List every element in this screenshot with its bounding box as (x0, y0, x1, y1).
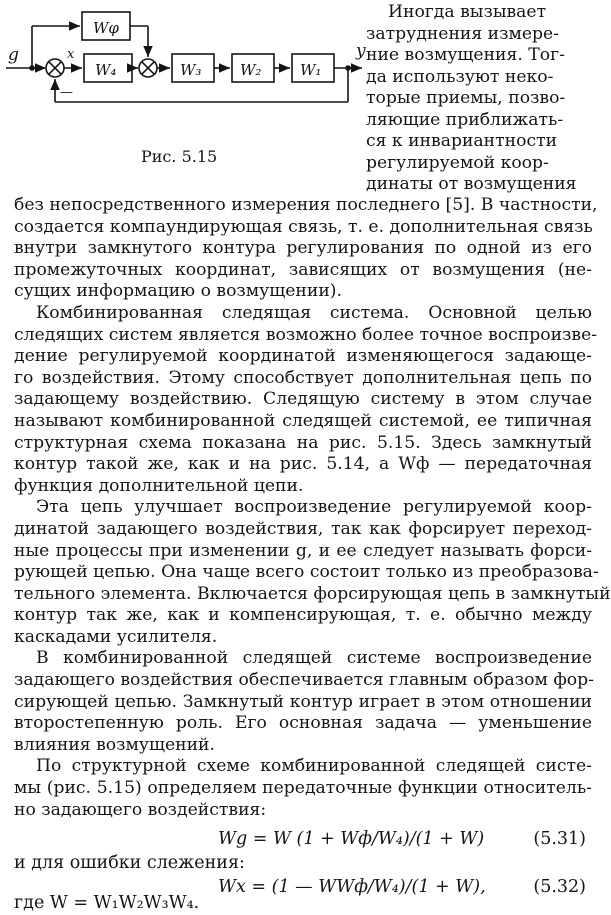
para3-line: тельного элемента. Включается форсирующая цепь в замкнутый (14, 583, 611, 604)
para4-line: влияния возмущений. (14, 734, 215, 755)
para3-line: Эта цепь улучшает воспроизведение регулируемой коор- (36, 497, 592, 518)
wrap-text-block (366, 2, 588, 196)
para1-line: сущих информацию о возмущении). (14, 281, 342, 302)
block-diagram-svg (4, 6, 364, 112)
output-label: y (356, 41, 366, 61)
input-label: g (8, 45, 19, 65)
connector-line: и для ошибки слежения: (14, 853, 245, 873)
formula-5-31-number: (5.31) (533, 829, 586, 849)
wrap-line: регулируемой коор- (366, 152, 549, 173)
block-w3-label: W₃ (180, 61, 202, 79)
block-wphi-label: Wφ (93, 19, 119, 37)
wrap-line: Иногда вызывает (388, 2, 547, 22)
para5-line: По структурной схеме комбинированной следящей систе- (36, 756, 592, 777)
para4-line: сирующей цепью. Замкнутый контур играет в этом отношении (14, 691, 592, 712)
para1-line: создается компаундирующая связь, т. е. дополнительная связь (14, 216, 593, 237)
block-w4-label: W₄ (95, 61, 117, 79)
body-text (14, 195, 611, 821)
para1-line: промежуточных координат, зависящих от возмущения (не- (14, 259, 592, 280)
formula-5-32-expr: Wx = (1 — WWф/W₄)/(1 + W), (218, 877, 486, 897)
para3-line: контур так же, как и компенсирующая, т. е. обычно между (14, 605, 592, 626)
para4-line: В комбинированной следящей системе воспроизведение (36, 648, 592, 669)
para2-line: задающему воздействию. Следящую систему в этом случае (14, 389, 592, 410)
para2-line: структурная схема показана на рис. 5.15. Здесь замкнутый (14, 432, 592, 453)
error-label: x (67, 47, 75, 62)
wrap-line: ся к инвариантности (366, 131, 558, 151)
figure-caption: Рис. 5.15 (141, 147, 218, 166)
wrap-line: затруднения измере- (366, 23, 560, 44)
para5-line: мы (рис. 5.15) определяем передаточные функции относитель- (14, 778, 592, 799)
final-line-text: где W = W₁W₂W₃W₄. (14, 893, 200, 913)
para2-line: следящих систем является возможно более точное воспроизве- (14, 324, 598, 345)
para2-line: функция дополнительной цепи. (14, 475, 304, 496)
para2-line: го воздействия. Этому способствует дополнительная цепь по (14, 367, 592, 388)
para3-line: каскадами усилителя. (14, 626, 218, 647)
para5-line: но задающего воздействия: (14, 799, 267, 820)
para3-line: динатой задающего воздействия, так как форсирует переход- (14, 518, 592, 539)
connector-text (14, 853, 245, 873)
final-line (14, 893, 199, 913)
wrap-line: торые приемы, позво- (366, 88, 566, 108)
para3-line: ные процессы при изменении g, и ее следует называть форси- (14, 540, 592, 561)
para1-line: без непосредственного измерения последнего [5]. В частности, (14, 195, 598, 215)
formula-5-31-expr: Wg = W (1 + Wф/W₄)/(1 + W) (218, 829, 485, 849)
wrap-line: да используют неко- (366, 66, 554, 87)
para1-line: внутри замкнутого контура регулирования по одной из его (14, 238, 592, 259)
block-w1-label: W₁ (300, 61, 322, 79)
wrap-line: динаты от возмущения (366, 174, 577, 194)
para2-line: контур такой же, как и на рис. 5.14, а Wф — передаточная (14, 454, 592, 475)
para2-line: Комбинированная следящая система. Основной целью (36, 302, 592, 323)
para4-line: задающего воздействия обеспечивается главным образом фор- (14, 670, 594, 691)
wrap-line: ляющие приближать- (366, 109, 564, 130)
formula-5-32-number: (5.32) (533, 877, 586, 897)
para3-line: рующей цепью. Она чаще всего состоит только из преобразова- (14, 562, 599, 583)
block-diagram (4, 6, 364, 112)
minus-sign: — (60, 85, 73, 100)
block-w2-label: W₂ (240, 61, 262, 79)
para4-line: второстепенную роль. Его основная задача — уменьшение (14, 713, 592, 734)
para2-line: называют комбинированной следящей системой, ее типичная (14, 410, 592, 431)
wrap-line: ние возмущения. Тог- (366, 45, 565, 65)
para2-line: дение регулируемой координатой изменяющегося задающе- (14, 346, 592, 367)
